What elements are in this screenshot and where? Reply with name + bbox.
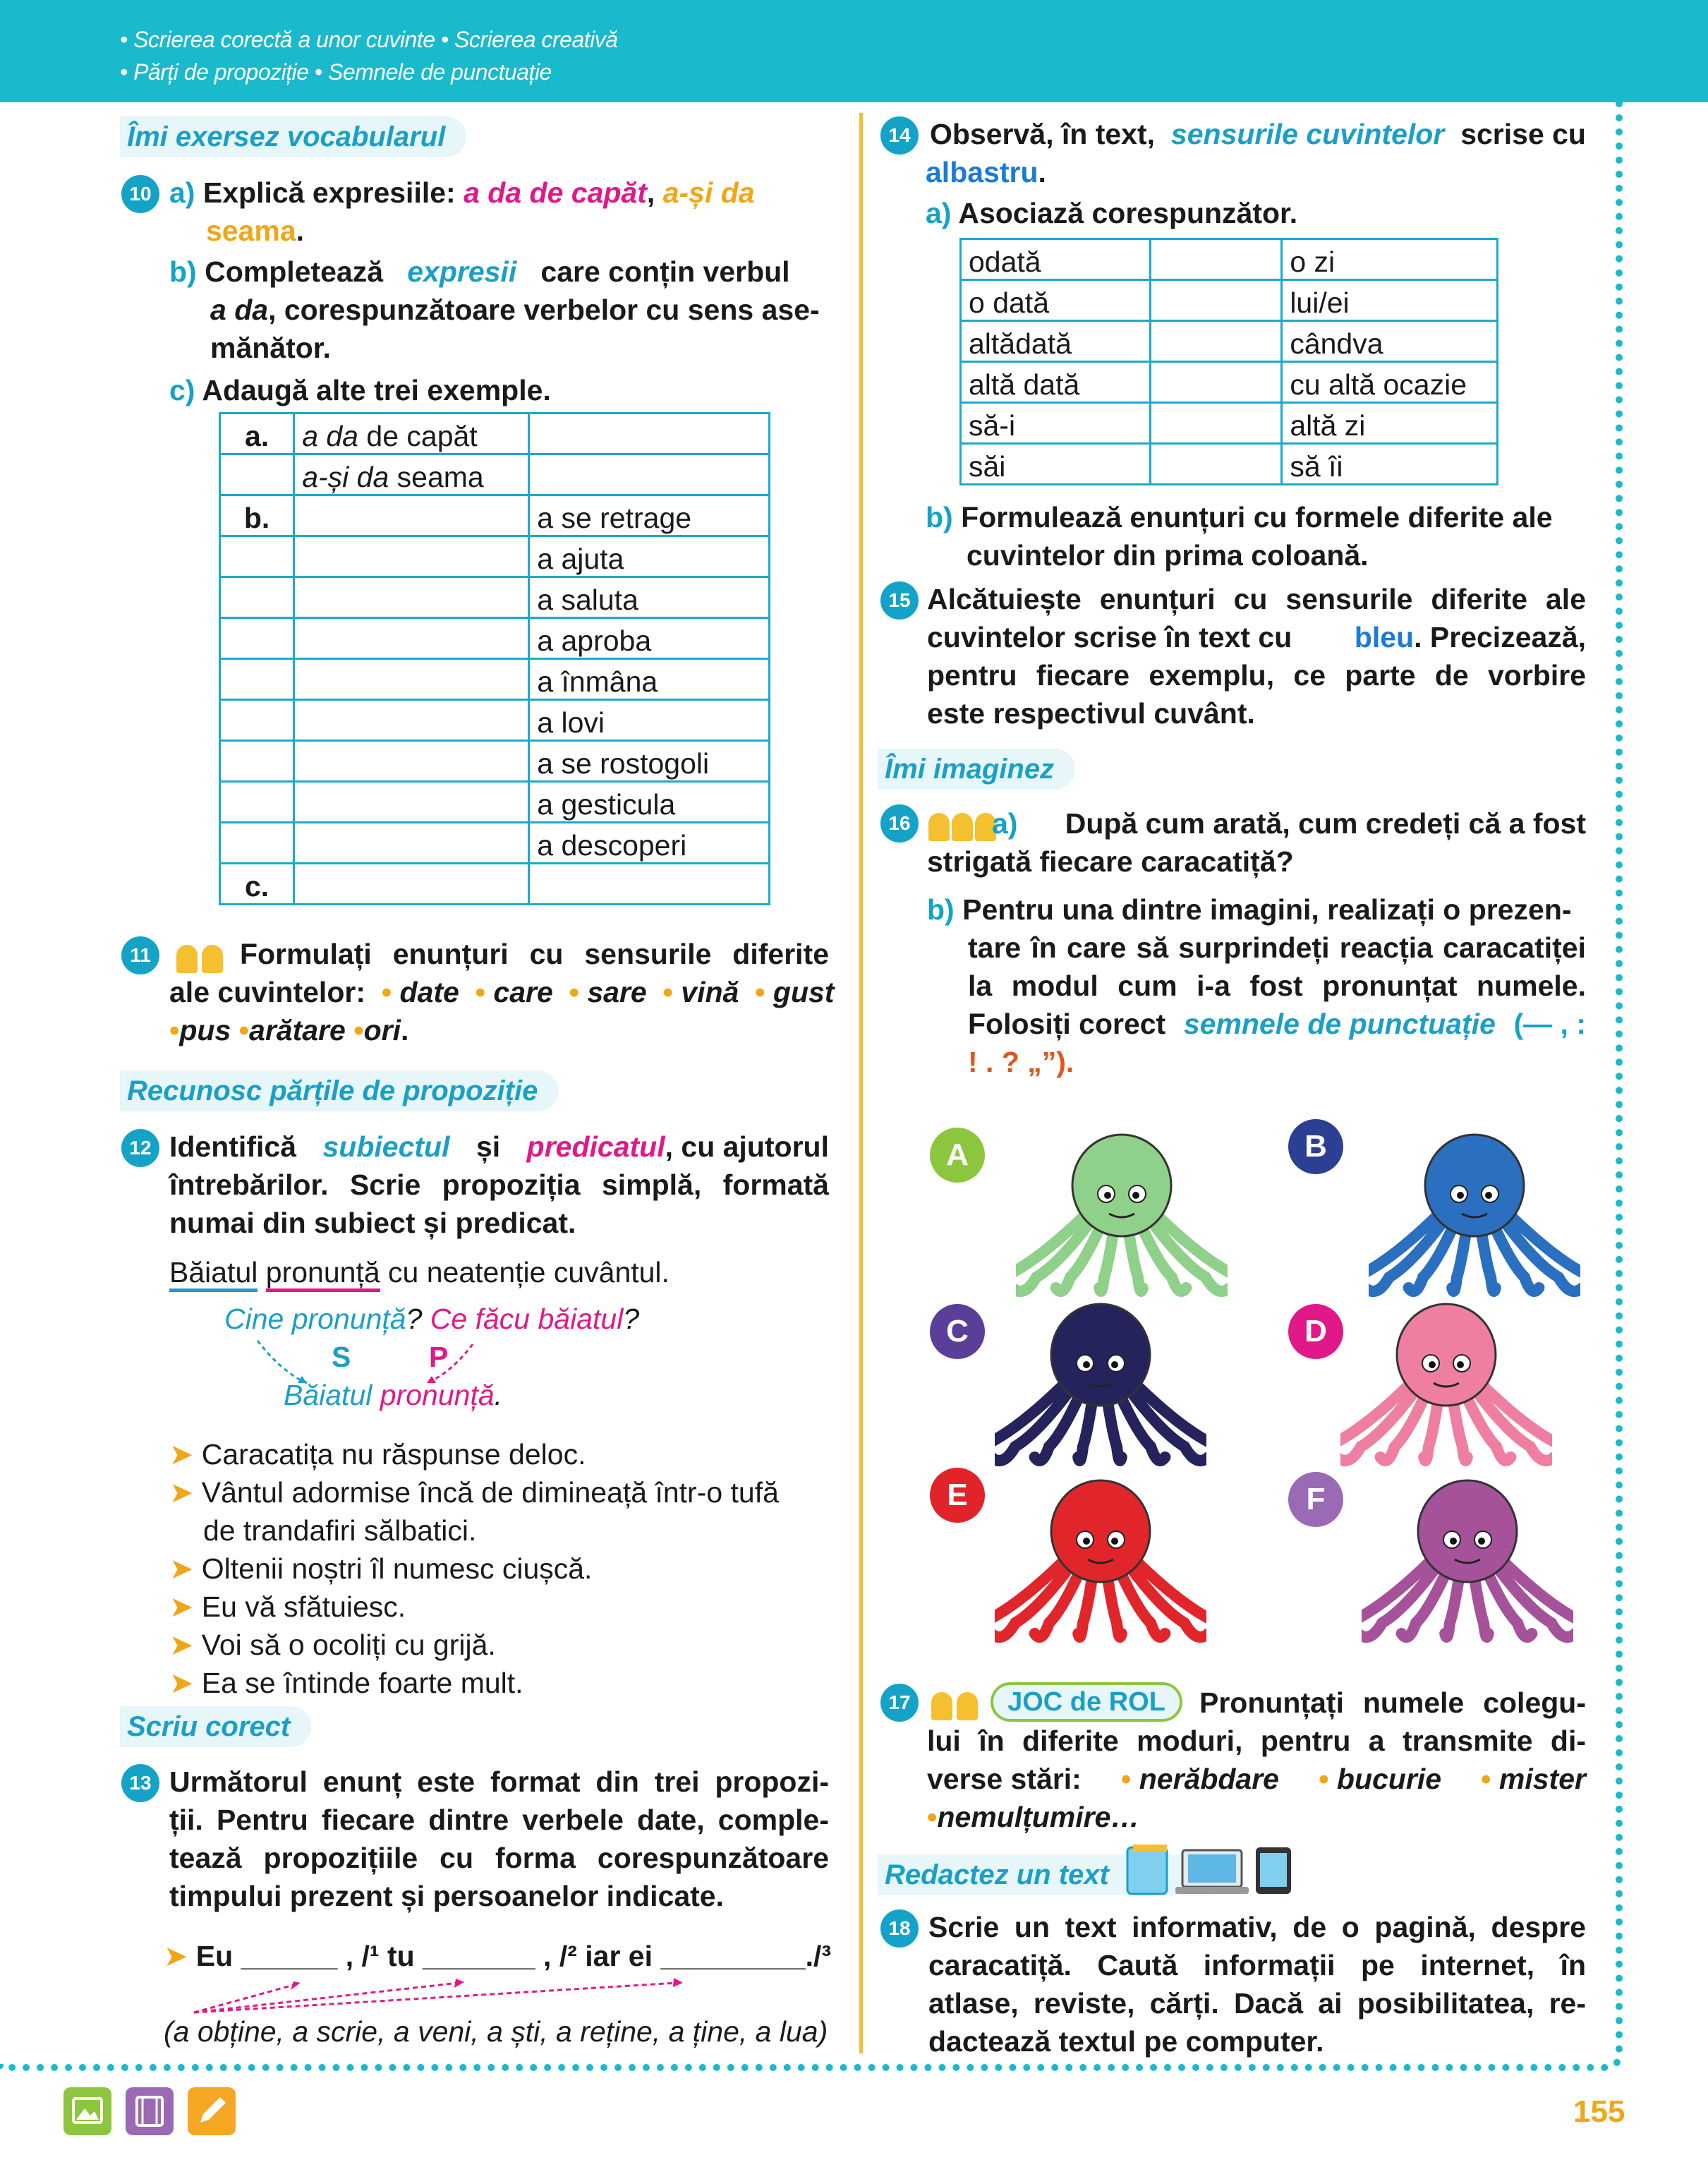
- exercise-number-13: 13: [121, 1764, 159, 1802]
- table-cell: să-i: [961, 403, 1151, 444]
- header-line-2: • Părți de propoziție • Semnele de punctuație: [120, 59, 552, 85]
- ex12-questions: [224, 1300, 639, 1338]
- table-cell: c.: [220, 864, 294, 905]
- image-tool-button[interactable]: [63, 2087, 111, 2135]
- table-row: [961, 239, 1498, 280]
- table-cell: [294, 741, 529, 782]
- list-item: [169, 1473, 779, 1511]
- table-cell: cândva: [1282, 321, 1498, 362]
- group-work-icon: [927, 803, 998, 841]
- role-play-badge: [991, 1682, 1182, 1722]
- ex14-b-label: b): [926, 501, 953, 533]
- octopus-d-icon: [1340, 1298, 1552, 1482]
- table-row: [961, 444, 1498, 485]
- table-cell: a saluta: [529, 577, 770, 618]
- table-cell: a-și da seama: [294, 454, 529, 495]
- arrow-bullet-icon: ➤: [169, 1667, 202, 1699]
- ex17-word: nemulțumire…: [937, 1801, 1140, 1833]
- page-number: 155: [1573, 2094, 1625, 2129]
- table-cell: [220, 782, 294, 823]
- ex12-q2: Ce făcu băiatul: [430, 1303, 624, 1335]
- ex14-b-line2: cuvintelor din prima coloană.: [967, 539, 1369, 572]
- image-icon: [63, 2087, 111, 2135]
- ex11-line3: •pus •arătare •ori.: [169, 1014, 409, 1046]
- book-icon: [1127, 1847, 1167, 1894]
- table-row: [961, 403, 1498, 444]
- table-cell: [294, 700, 529, 741]
- ex14-b: [926, 498, 1553, 536]
- table-cell: o zi: [1282, 239, 1498, 280]
- table-cell: a.: [220, 414, 294, 454]
- ex10-sep: ,: [646, 176, 655, 209]
- list-item: [169, 1588, 406, 1626]
- ex12-ex-predicate: pronunță: [266, 1256, 380, 1292]
- ex12-s-mark: S: [332, 1341, 351, 1373]
- ex13-line2: ții. Pentru fiecare dintre verbele date, comple-: [169, 1804, 829, 1836]
- ex16-a-line2: strigată fiecare caracatiță?: [927, 845, 1294, 878]
- ex10-b-line3: mănător.: [210, 332, 331, 364]
- ex12-line1: [169, 1128, 829, 1166]
- section-vocab: Îmi exersez vocabularul: [120, 116, 466, 157]
- ex10-c-label: c): [169, 374, 195, 406]
- ex11-word: gust: [773, 976, 835, 1008]
- ex12-q1: Cine pronunță: [224, 1303, 406, 1335]
- ex12-ex-rest: cu neatenție cuvântul.: [388, 1256, 670, 1288]
- ex10-a-text: Explică expresiile:: [202, 176, 456, 209]
- table-row: [220, 700, 770, 741]
- table-cell: a înmâna: [529, 659, 770, 700]
- column-divider: [859, 113, 863, 2053]
- table-row: [220, 864, 770, 905]
- table-cell: [529, 414, 770, 454]
- ex10-b: [169, 253, 790, 291]
- ex15-bleu: bleu: [1354, 621, 1415, 653]
- table-row: [220, 782, 770, 823]
- table-cell: [294, 782, 529, 823]
- ex16-b-line4: [968, 1005, 1586, 1043]
- arrow-bullet-icon: ➤: [169, 1438, 202, 1471]
- ex16-b-line2: tare în care să surprindeți reacția caracatiței: [968, 931, 1586, 964]
- ex10-b-label: b): [169, 255, 197, 288]
- list-item-text: de trandafiri sălbatici.: [203, 1514, 477, 1547]
- table-row: [220, 454, 770, 495]
- ex17-word: nerăbdare: [1139, 1763, 1279, 1795]
- ex13-verb-list: (a obține, a scrie, a veni, a ști, a reține, a ține, a lua): [164, 2015, 828, 2048]
- pair-work-icon: [174, 935, 230, 973]
- ex18-line3: atlase, reviste, cărți. Dacă ai posibilitatea, re-: [928, 1987, 1586, 2020]
- table-cell: a descoperi: [529, 823, 770, 864]
- list-item: [203, 1511, 476, 1550]
- list-item: [169, 1435, 586, 1473]
- ex10-a: [169, 174, 829, 212]
- ex11-line2: ale cuvintelor: • date • care • sare • vină • gust: [169, 976, 835, 1008]
- table-cell: altă dată: [961, 362, 1151, 403]
- section-imagine: Îmi imaginez: [878, 749, 1075, 790]
- ex10-b-text-1: Completează: [205, 255, 384, 288]
- ex16-punct-1: (— , :: [1513, 1008, 1586, 1040]
- ex14-a: [926, 194, 1297, 232]
- ex14-t3: scrise cu: [1460, 118, 1586, 150]
- italic-verb: a-și da: [302, 461, 389, 493]
- section-parts: Recunosc părțile de propoziție: [120, 1070, 559, 1111]
- ex12-ex-subject: Băiatul: [169, 1256, 258, 1292]
- list-item-text: Vântul adormise încă de dimineață într-o tufă: [201, 1476, 779, 1509]
- ex12-example-sentence: [169, 1253, 670, 1291]
- ex15-t3: . Precizează,: [1414, 621, 1586, 653]
- octopus-label-f: F: [1288, 1472, 1343, 1527]
- ex10-b-line2: [210, 291, 820, 329]
- ex18-line4: dactează textul pe computer.: [928, 2025, 1324, 2058]
- ex12-answer-predicate: pronunță: [380, 1379, 495, 1411]
- table-row: [220, 577, 770, 618]
- list-item: [169, 1664, 523, 1702]
- table-cell: altădată: [961, 321, 1151, 362]
- octopus-f-icon: [1362, 1475, 1573, 1658]
- table-cell: [220, 454, 294, 495]
- ex14-a-label: a): [926, 197, 952, 229]
- ex16-b-t1: Folosiți corect: [968, 1008, 1166, 1040]
- table-cell: [294, 823, 529, 864]
- exercise-number-17: 17: [880, 1684, 919, 1722]
- arrow-bullet-icon: ➤: [169, 1629, 202, 1661]
- table-row: [220, 659, 770, 700]
- ex16-punctuation: semnele de punctuație: [1183, 1008, 1496, 1040]
- octopus-a-icon: [1016, 1129, 1228, 1312]
- ex10-c-text: Adaugă alte trei exemple.: [202, 374, 551, 406]
- exercise-number-10: 10: [121, 175, 159, 213]
- ex10-b-text-3: care conțin verbul: [540, 255, 790, 288]
- table-cell: să îi: [1282, 444, 1498, 485]
- table-cell: [529, 864, 770, 905]
- list-item-text: Eu vă sfătuiesc.: [201, 1590, 406, 1623]
- ex10-b-line2-text: , corespunzătoare verbelor cu sens ase-: [268, 294, 820, 326]
- list-item: [169, 1626, 496, 1664]
- pencil-icon: [188, 2087, 236, 2135]
- ex10-expr-1: a da de capăt: [464, 176, 647, 209]
- ex12-line3: numai din subiect și predicat.: [169, 1207, 576, 1239]
- ex16-b-line3: la modul cum i-a fost pronunțat numele.: [968, 970, 1586, 1002]
- ex12-qmark: ?: [623, 1303, 640, 1335]
- media-icons: [1126, 1839, 1295, 1897]
- italic-verb: a da: [302, 420, 358, 452]
- table-row: [220, 536, 770, 577]
- ex12-predicate: predicatul: [526, 1130, 665, 1163]
- table-cell: lui/ei: [1282, 280, 1498, 321]
- table-cell: a se rostogoli: [529, 741, 770, 782]
- octopus-label-e: E: [930, 1468, 985, 1523]
- ex12-line2: întrebărilor. Scrie propoziția simplă, formată: [169, 1169, 829, 1201]
- section-write: Redactez un text: [878, 1854, 1229, 1895]
- table-cell: [220, 659, 294, 700]
- ex11-word: pus: [179, 1014, 231, 1046]
- ex17-word: bucurie: [1336, 1763, 1441, 1795]
- ex12-answer: [284, 1376, 502, 1414]
- ex15-t1: cuvintelor scrise în text cu: [927, 621, 1292, 653]
- list-item-text: Caracatița nu răspunse deloc.: [201, 1438, 586, 1471]
- ex17-line3: verse stări: • nerăbdare • bucurie • mister: [927, 1760, 1586, 1798]
- list-item-text: Oltenii noștri îl numesc ciușcă.: [201, 1552, 593, 1585]
- ex12-t2: și: [476, 1130, 501, 1163]
- table-cell: săi: [961, 444, 1151, 485]
- table-cell: [294, 618, 529, 659]
- ex14-blue-word: albastru: [926, 156, 1038, 188]
- ex14-dot: .: [1038, 156, 1046, 188]
- ex10-b-ada: a da: [210, 294, 269, 326]
- arrow-bullet-icon: ➤: [169, 1476, 202, 1509]
- ex17-t1: verse stări:: [927, 1763, 1082, 1795]
- ex10-b-expresii: expresii: [407, 255, 517, 288]
- octopus-e-icon: [995, 1475, 1206, 1658]
- ex15-line2: [927, 618, 1586, 656]
- ex13-line4: timpului prezent și persoanelor indicate.: [169, 1880, 724, 1912]
- role-play-text: JOC de ROL: [1007, 1687, 1165, 1717]
- ex12-p-mark: P: [429, 1341, 449, 1373]
- film-icon: [126, 2087, 174, 2135]
- ex13-line1: Următorul enunț este format din trei propozi-: [169, 1765, 829, 1798]
- list-item-text: Voi să o ocoliți cu grijă.: [201, 1629, 496, 1661]
- ex12-answer-subject: Băiatul: [284, 1379, 373, 1411]
- ex11-word: sare: [587, 976, 647, 1008]
- ex11-word: vină: [681, 976, 739, 1008]
- table-cell: a aproba: [529, 618, 770, 659]
- ex17-line1: Pronunțați numele colegu-: [1199, 1686, 1586, 1719]
- ex12-subject: subiectul: [322, 1130, 450, 1163]
- table-row: [961, 362, 1498, 403]
- ex16-a: [992, 804, 1586, 843]
- table-cell: a ajuta: [529, 536, 770, 577]
- ex12-answer-dot: .: [494, 1379, 503, 1411]
- table-cell: [220, 618, 294, 659]
- ex10-a-line2: seama.: [206, 215, 305, 247]
- table-cell: [294, 495, 529, 536]
- page-header: [0, 0, 1708, 102]
- ex14-t1: Observă, în text,: [930, 118, 1156, 150]
- exercise-number-18: 18: [880, 1909, 919, 1948]
- table-cell: odată: [961, 239, 1151, 280]
- ex12-t3: , cu ajutorul: [665, 1130, 829, 1163]
- octopus-label-a: A: [930, 1128, 985, 1183]
- table-cell: a da de capăt: [294, 414, 529, 454]
- ex13-fill-text: Eu ______ , /¹ tu _______ , /² iar ei _________./³: [195, 1940, 832, 1972]
- arrow-bullet-icon: ➤: [169, 1590, 202, 1623]
- list-item-text: Ea se întinde foarte mult.: [201, 1667, 523, 1699]
- ex10-expr-2b: seama: [206, 215, 296, 247]
- ex18-line2: caracatiță. Caută informații pe internet, în: [928, 1949, 1586, 1981]
- octopus-label-b: B: [1288, 1119, 1343, 1174]
- table-cell: [220, 536, 294, 577]
- ex11-word: ori: [363, 1014, 401, 1046]
- list-item: [169, 1550, 592, 1588]
- ex16-b-line5: ! . ? „”).: [968, 1046, 1074, 1078]
- ex10-table: [219, 412, 770, 905]
- ex16-a-label: a): [992, 807, 1018, 840]
- pair-work-icon: [928, 1682, 985, 1720]
- table-cell: b.: [220, 495, 294, 536]
- table-cell: [1151, 280, 1282, 321]
- table-cell: cu altă ocazie: [1282, 362, 1498, 403]
- table-cell: a se retrage: [529, 495, 770, 536]
- ex11-word: care: [493, 976, 553, 1008]
- table-row: [220, 414, 770, 454]
- ex14-senses: sensurile cuvintelor: [1170, 118, 1445, 150]
- table-row: [220, 741, 770, 782]
- ex11-line2-text: ale cuvintelor:: [169, 976, 365, 1008]
- octopus-label-d: D: [1288, 1304, 1343, 1359]
- table-cell: [220, 741, 294, 782]
- octopus-c-icon: [995, 1298, 1206, 1482]
- ex15-line3: pentru fiecare exemplu, ce parte de vorbire: [927, 659, 1586, 692]
- ex13-verb-arrows: [190, 1969, 684, 2018]
- table-cell: altă zi: [1282, 403, 1498, 444]
- ex10-expr-2: a-și da: [662, 176, 755, 209]
- ex15-line1: Alcătuiește enunțuri cu sensurile diferite ale: [927, 583, 1586, 615]
- table-cell: [220, 823, 294, 864]
- table-cell: [1151, 403, 1282, 444]
- ex11-line1: Formulați enunțuri cu sensurile diferite: [240, 938, 829, 970]
- table-row: [220, 495, 770, 536]
- table-cell: a gesticula: [529, 782, 770, 823]
- ex15-line4: este respectivul cuvânt.: [927, 697, 1255, 730]
- table-cell: o dată: [961, 280, 1151, 321]
- ex13-line3: tează propozițiile cu forma corespunzătoare: [169, 1842, 829, 1874]
- ex11-word: date: [399, 976, 459, 1008]
- ex14-line1: [930, 115, 1586, 153]
- ex17-line4: •nemulțumire…: [927, 1801, 1140, 1833]
- ex14-line2: [926, 153, 1046, 191]
- header-line-1: • Scrierea corectă a unor cuvinte • Scrierea creativă: [120, 27, 618, 52]
- table-cell: [220, 700, 294, 741]
- table-cell: [1151, 362, 1282, 403]
- table-cell: [1151, 239, 1282, 280]
- table-cell: [294, 536, 529, 577]
- table-row: [220, 823, 770, 864]
- ex12-qmark: ?: [406, 1303, 423, 1335]
- ex18-line1: Scrie un text informativ, de o pagină, despre: [928, 1911, 1586, 1943]
- exercise-tool-button[interactable]: [188, 2087, 236, 2135]
- octopus-b-icon: [1369, 1129, 1580, 1312]
- ex10-c: [169, 371, 551, 409]
- ex17-word: mister: [1498, 1763, 1586, 1795]
- table-row: [961, 321, 1498, 362]
- table-cell: [294, 864, 529, 905]
- ex14-b-text: Formulează enunțuri cu formele diferite ale: [961, 501, 1553, 533]
- ex16-b-text: Pentru una dintre imagini, realizați o prezen-: [962, 893, 1572, 926]
- table-cell: a lovi: [529, 700, 770, 741]
- table-row: [220, 618, 770, 659]
- ex14-a-text: Asociază corespunzător.: [958, 197, 1298, 229]
- section-correct: Scriu corect: [120, 1706, 311, 1747]
- ex13-fill-sentence: ➤ Eu ______ , /¹ tu _______ , /² iar ei _________./³: [164, 1940, 832, 1972]
- table-cell: [220, 577, 294, 618]
- table-cell: [294, 577, 529, 618]
- arrow-bullet-icon: ➤: [169, 1552, 202, 1585]
- ex16-a-text: După cum arată, cum credeți că a fost: [1065, 807, 1586, 840]
- table-row: [961, 280, 1498, 321]
- exercise-number-14: 14: [880, 116, 919, 155]
- ex12-t1: Identifică: [169, 1130, 296, 1163]
- octopus-label-c: C: [930, 1304, 985, 1359]
- ex11-word: arătare: [249, 1014, 346, 1046]
- ex10-a-label: a): [169, 176, 195, 209]
- table-cell: [294, 659, 529, 700]
- exercise-number-12: 12: [121, 1129, 159, 1167]
- ex17-line2: lui în diferite moduri, pentru a transmite di-: [927, 1725, 1586, 1757]
- table-cell: [1151, 444, 1282, 485]
- table-cell: [1151, 321, 1282, 362]
- ex16-b: [927, 891, 1586, 929]
- video-tool-button[interactable]: [126, 2087, 174, 2135]
- exercise-number-11: 11: [121, 936, 159, 974]
- ex14-table: [959, 238, 1498, 485]
- table-cell: [529, 454, 770, 495]
- exercise-number-16: 16: [880, 804, 919, 843]
- exercise-number-15: 15: [880, 581, 919, 620]
- ex16-b-label: b): [927, 893, 955, 926]
